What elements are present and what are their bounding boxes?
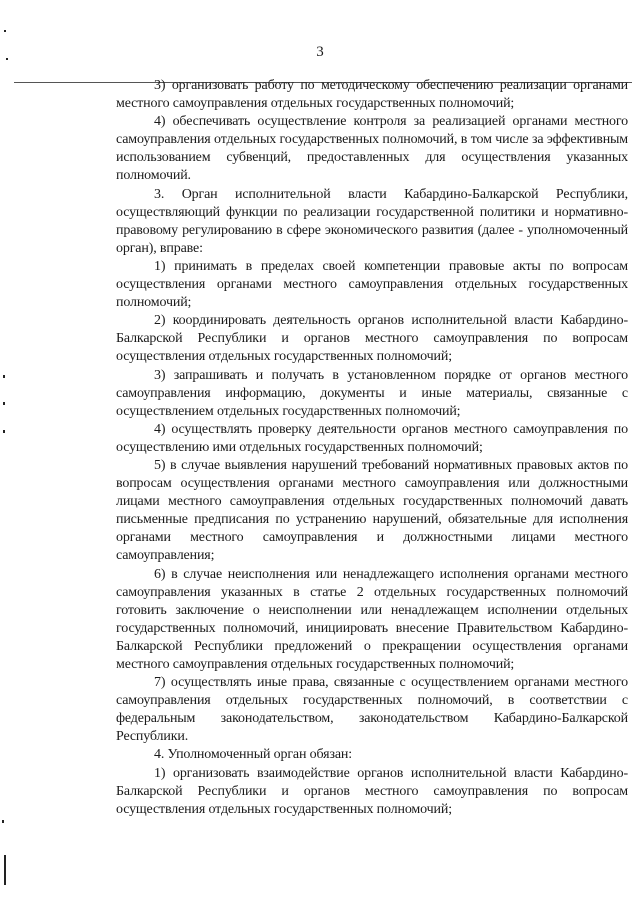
paragraph: 4. Уполномоченный орган обязан:: [154, 747, 352, 763]
page-number: 3: [316, 44, 324, 60]
scan-speck: [2, 820, 4, 823]
paragraph: 7) осуществлять иные права, связанные с осуществлением органами местного самоуправления отдельных государственных полномочий, в соответствии с федеральным законодательством, законодательством Кабардино-Балкарской Республики.: [116, 675, 628, 745]
scan-speck: [3, 375, 5, 378]
scan-speck: [6, 58, 8, 60]
scan-speck: [3, 430, 5, 433]
paragraph: 1) принимать в пределах своей компетенции правовые акты по вопросам осуществления органами местного самоуправления отдельных государственных полномочий;: [116, 258, 628, 311]
paragraph: 5) в случае выявления нарушений требований нормативных правовых актов по вопросам осуществления органами местного самоуправления или должностными лицами местного самоуправления отдельных государственных полномочий давать письменные предписания по устранению нарушений, обязательные для исполнения органами местного самоуправления и должностными лицами местного самоуправления;: [116, 457, 628, 564]
paragraph: 2) координировать деятельность органов исполнительной власти Кабардино-Балкарской Республики и органов местного самоуправления по вопросам осуществления отдельных государственных полномочий;: [116, 313, 628, 365]
scan-speck: [4, 30, 6, 32]
paragraph: 3. Орган исполнительной власти Кабардино-Балкарской Республики, осуществляющий функции по реализации государственной политики и нормативно-правовому регулированию в сфере экономического развития (далее - уполномоченный орган), вправе:: [116, 186, 628, 256]
paragraph: 4) обеспечивать осуществление контроля за реализацией органами местного самоуправления отдельных государственных полномочий, в том числе за эффективным использованием субвенций, предоставленных для осуществления указанных полномочий.: [116, 114, 628, 184]
document-body: [116, 77, 628, 819]
paragraph: 3) организовать работу по методическому обеспечению реализации органами местного самоуправления отдельных государственных полномочий;: [116, 78, 628, 112]
scan-speck: [3, 402, 5, 405]
paragraph: 1) организовать взаимодействие органов исполнительной власти Кабардино-Балкарской Республики и органов местного самоуправления по вопросам осуществления отдельных государственных полномочий;: [116, 765, 628, 817]
paragraph: 6) в случае неисполнения или ненадлежащего исполнения органами местного самоуправления указанных в статье 2 отдельных государственных полномочий готовить заключение о неисполнении или ненадлежащем исполнении отдельных государственных полномочий, инициировать внесение Правительством Кабардино-Балкарской Республики предложений о прекращении осуществления органами местного самоуправления отдельных государственных полномочий;: [116, 566, 628, 672]
paragraph: 4) осуществлять проверку деятельности органов местного самоуправления по осуществлению ими отдельных государственных полномочий;: [116, 421, 628, 455]
paragraph: 3) запрашивать и получать в установленном порядке от органов местного самоуправления информацию, документы и иные материалы, связанные с осуществлением отдельных государственных полномочий;: [116, 367, 628, 419]
scan-speck: [4, 855, 6, 885]
